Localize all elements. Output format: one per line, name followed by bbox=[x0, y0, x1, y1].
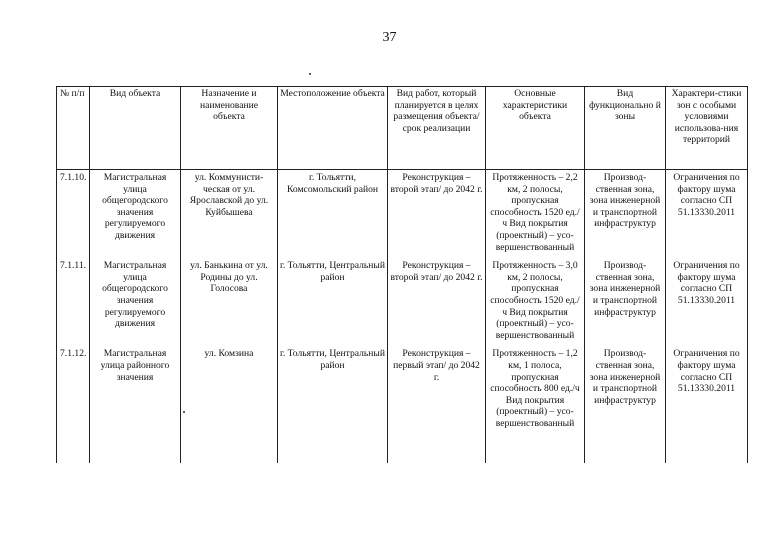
row-location: г. Тольятти, Комсомольский район bbox=[278, 170, 388, 259]
object-registry-table bbox=[56, 86, 748, 463]
row-zone-restrictions: Ограничения по фактору шума согласно СП 51.13330.2011 bbox=[666, 170, 748, 259]
header-characteristics: Основные характеристики объекта bbox=[486, 87, 585, 170]
row-functional-zone: Производ-ственная зона, зона инженерной и транспортной инфраструктур bbox=[585, 346, 666, 463]
header-zone-restrictions: Характери-стики зон с особыми условиями использова-ния территорий bbox=[666, 87, 748, 170]
row-work-type: Реконструкция – второй этап/ до 2042 г. bbox=[388, 258, 486, 346]
row-object-name: ул. Банькина от ул. Родины до ул. Голосова bbox=[181, 258, 278, 346]
row-functional-zone: Производ-ственная зона, зона инженерной и транспортной инфраструктур bbox=[585, 258, 666, 346]
row-number: 7.1.11. bbox=[57, 258, 90, 346]
row-number: 7.1.10. bbox=[57, 170, 90, 259]
header-work-type: Вид работ, который планируется в целях размещения объекта/срок реализации bbox=[388, 87, 486, 170]
row-object-type: Магистральная улица общегородского значения регулируемого движения bbox=[90, 170, 181, 259]
table-row bbox=[57, 346, 748, 463]
row-characteristics: Протяженность – 3,0 км, 2 полосы, пропускная способность 1520 ед./ч Вид покрытия (проектный) – усо-вершенствованный bbox=[486, 258, 585, 346]
row-work-type: Реконструкция – второй этап/ до 2042 г. bbox=[388, 170, 486, 259]
row-functional-zone: Производ-ственная зона, зона инженерной и транспортной инфраструктур bbox=[585, 170, 666, 259]
row-object-name: ул. Коммунисти-ческая от ул. Ярославской до ул. Куйбышева bbox=[181, 170, 278, 259]
table-row bbox=[57, 170, 748, 259]
row-location: г. Тольятти, Центральный район bbox=[278, 346, 388, 463]
header-number: № п/п bbox=[57, 87, 90, 170]
table-header-row bbox=[57, 87, 748, 170]
row-characteristics: Протяженность – 1,2 км, 1 полоса, пропускная способность 800 ед./ч Вид покрытия (проектный) – усо-вершенствованный bbox=[486, 346, 585, 463]
page-number: 37 bbox=[382, 30, 397, 45]
header-object-type: Вид объекта bbox=[90, 87, 181, 170]
scan-speck bbox=[309, 73, 311, 75]
row-number: 7.1.12. bbox=[57, 346, 90, 463]
row-zone-restrictions: Ограничения по фактору шума согласно СП 51.13330.2011 bbox=[666, 258, 748, 346]
row-zone-restrictions: Ограничения по фактору шума согласно СП 51.13330.2011 bbox=[666, 346, 748, 463]
row-location: г. Тольятти, Центральный район bbox=[278, 258, 388, 346]
header-object-name: Назначение и наименование объекта bbox=[181, 87, 278, 170]
table-row bbox=[57, 258, 748, 346]
header-functional-zone: Вид функционально й зоны bbox=[585, 87, 666, 170]
row-characteristics: Протяженность – 2,2 км, 2 полосы, пропускная способность 1520 ед./ч Вид покрытия (проектный) – усо-вершенствованный bbox=[486, 170, 585, 259]
row-work-type: Реконструкция – первый этап/ до 2042 г. bbox=[388, 346, 486, 463]
header-location: Местоположение объекта bbox=[278, 87, 388, 170]
row-object-type: Магистральная улица общегородского значения регулируемого движения bbox=[90, 258, 181, 346]
row-object-type: Магистральная улица районного значения bbox=[90, 346, 181, 463]
row-object-name: ул. Комзина bbox=[181, 346, 278, 463]
